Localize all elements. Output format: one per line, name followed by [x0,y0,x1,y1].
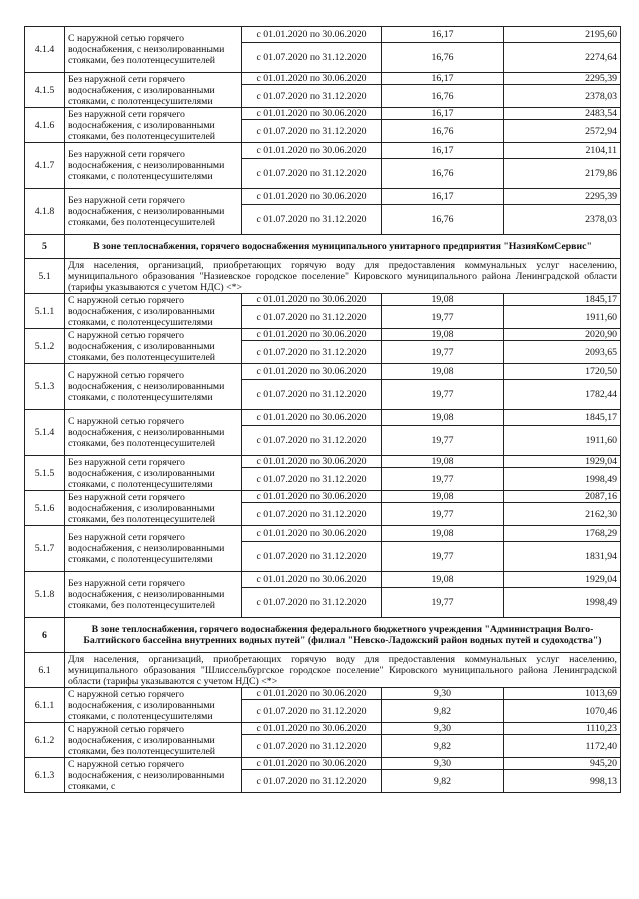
consumption-norm: 9,30 [382,758,504,770]
item-number: 5.1.6 [25,491,65,526]
item-description: С наружной сетью горячего водоснабжения, с неизолированными стояками, с [65,758,242,793]
table-row [25,143,621,159]
consumption-norm: 16,17 [382,108,504,120]
item-description: Без наружной сети горячего водоснабжения, с изолированными стояками, с полотенцесушителями [65,73,242,108]
consumption-norm: 16,76 [382,205,504,235]
item-description: С наружной сетью горячего водоснабжения, с неизолированными стояками, без полотенцесушителей [65,27,242,73]
item-number: 6.1.1 [25,688,65,723]
tariff-value: 1998,49 [504,468,621,491]
section-number: 5 [25,235,65,259]
table-row [25,572,621,588]
consumption-norm: 9,30 [382,723,504,735]
table-row [25,364,621,380]
table-row [25,27,621,43]
tariff-period: с 01.07.2020 по 31.12.2020 [242,85,382,108]
tariff-period: с 01.01.2020 по 30.06.2020 [242,364,382,380]
consumption-norm: 19,08 [382,456,504,468]
item-number: 4.1.7 [25,143,65,189]
consumption-norm: 9,82 [382,700,504,723]
item-number: 4.1.5 [25,73,65,108]
consumption-norm: 16,17 [382,73,504,85]
table-row [25,108,621,120]
consumption-norm: 16,76 [382,120,504,143]
consumption-norm: 19,77 [382,426,504,456]
tariff-period: с 01.01.2020 по 30.06.2020 [242,189,382,205]
item-number: 6.1.3 [25,758,65,793]
tariff-period: с 01.07.2020 по 31.12.2020 [242,770,382,793]
item-description: Без наружной сети горячего водоснабжения, с неизолированными стояками, с полотенцесушителями [65,143,242,189]
tariff-period: с 01.01.2020 по 30.06.2020 [242,108,382,120]
tariff-period: с 01.01.2020 по 30.06.2020 [242,143,382,159]
tariff-period: с 01.01.2020 по 30.06.2020 [242,688,382,700]
consumption-norm: 19,08 [382,491,504,503]
subsection-number: 6.1 [25,653,65,688]
tariff-value: 1782,44 [504,380,621,410]
item-number: 6.1.2 [25,723,65,758]
tariff-value: 1070,46 [504,700,621,723]
table-row [25,526,621,542]
tariff-value: 2572,94 [504,120,621,143]
table-row [25,491,621,503]
tariff-period: с 01.07.2020 по 31.12.2020 [242,380,382,410]
consumption-norm: 19,77 [382,380,504,410]
tariff-period: с 01.07.2020 по 31.12.2020 [242,120,382,143]
consumption-norm: 19,77 [382,341,504,364]
consumption-norm: 19,08 [382,364,504,380]
tariff-period: с 01.01.2020 по 30.06.2020 [242,572,382,588]
table-row [25,73,621,85]
subsection-number: 5.1 [25,259,65,294]
item-number: 5.1.3 [25,364,65,410]
tariff-value: 2295,39 [504,189,621,205]
tariff-value: 1831,94 [504,542,621,572]
tariff-period: с 01.07.2020 по 31.12.2020 [242,205,382,235]
tariff-value: 2104,11 [504,143,621,159]
tariff-value: 1013,69 [504,688,621,700]
consumption-norm: 16,76 [382,43,504,73]
item-description: Без наружной сети горячего водоснабжения, с изолированными стояками, без полотенцесушителей [65,108,242,143]
tariff-value: 2378,03 [504,85,621,108]
tariff-period: с 01.07.2020 по 31.12.2020 [242,426,382,456]
section-row [25,618,621,653]
tariff-value: 2179,86 [504,159,621,189]
subsection-row [25,653,621,688]
tariff-period: с 01.01.2020 по 30.06.2020 [242,723,382,735]
tariff-period: с 01.07.2020 по 31.12.2020 [242,503,382,526]
tariff-period: с 01.01.2020 по 30.06.2020 [242,27,382,43]
tariff-period: с 01.01.2020 по 30.06.2020 [242,410,382,426]
tariff-value: 1998,49 [504,588,621,618]
tariff-value: 2093,65 [504,341,621,364]
subsection-row [25,259,621,294]
tariff-period: с 01.07.2020 по 31.12.2020 [242,542,382,572]
tariff-period: с 01.07.2020 по 31.12.2020 [242,735,382,758]
subsection-description: Для населения, организаций, приобретающих горячую воду для предоставления коммунальных услуг населению, муниципального образования "Шлиссельбургское городское поселение" Кировского муниципального района Ленинградской области (тарифы указываются с учетом НДС) <*> [65,653,621,688]
tariff-value: 1911,60 [504,426,621,456]
consumption-norm: 16,76 [382,85,504,108]
table-row [25,688,621,700]
tariff-period: с 01.07.2020 по 31.12.2020 [242,306,382,329]
section-title: В зоне теплоснабжения, горячего водоснабжения федерального бюджетного учреждения "Администрация Волго-Балтийского бассейна внутренних водных путей" (филиал "Невско-Ладожский район водных путей и судоходства") [65,618,621,653]
tariff-value: 2378,03 [504,205,621,235]
item-description: С наружной сетью горячего водоснабжения, с изолированными стояками, без полотенцесушителей [65,723,242,758]
tariff-period: с 01.01.2020 по 30.06.2020 [242,456,382,468]
item-number: 5.1.2 [25,329,65,364]
item-description: С наружной сетью горячего водоснабжения, с изолированными стояками, с полотенцесушителями [65,688,242,723]
item-description: Без наружной сети горячего водоснабжения, с изолированными стояками, с полотенцесушителями [65,456,242,491]
tariff-period: с 01.07.2020 по 31.12.2020 [242,341,382,364]
item-description: Без наружной сети горячего водоснабжения, с изолированными стояками, без полотенцесушителей [65,491,242,526]
consumption-norm: 19,77 [382,468,504,491]
table-row [25,329,621,341]
tariff-period: с 01.01.2020 по 30.06.2020 [242,294,382,306]
section-number: 6 [25,618,65,653]
tariff-value: 1768,29 [504,526,621,542]
table-row [25,410,621,426]
item-number: 4.1.8 [25,189,65,235]
consumption-norm: 19,77 [382,588,504,618]
tariff-value: 945,20 [504,758,621,770]
tariff-value: 1720,50 [504,364,621,380]
tariff-period: с 01.07.2020 по 31.12.2020 [242,588,382,618]
tariff-value: 2087,16 [504,491,621,503]
item-description: С наружной сетью горячего водоснабжения, с неизолированными стояками, с полотенцесушителями [65,364,242,410]
item-number: 5.1.5 [25,456,65,491]
item-description: С наружной сетью горячего водоснабжения, с изолированными стояками, с полотенцесушителями [65,294,242,329]
item-number: 4.1.4 [25,27,65,73]
table-row [25,456,621,468]
tariff-value: 2162,30 [504,503,621,526]
consumption-norm: 16,17 [382,189,504,205]
tariff-period: с 01.01.2020 по 30.06.2020 [242,329,382,341]
table-row [25,723,621,735]
tariff-table [24,26,621,793]
tariff-value: 2195,60 [504,27,621,43]
consumption-norm: 9,82 [382,770,504,793]
item-description: С наружной сетью горячего водоснабжения, с изолированными стояками, без полотенцесушителей [65,329,242,364]
consumption-norm: 19,08 [382,294,504,306]
consumption-norm: 19,08 [382,526,504,542]
tariff-value: 2295,39 [504,73,621,85]
table-row [25,294,621,306]
consumption-norm: 19,77 [382,542,504,572]
tariff-period: с 01.07.2020 по 31.12.2020 [242,43,382,73]
tariff-table-body [25,27,621,793]
section-title: В зоне теплоснабжения, горячего водоснабжения муниципального унитарного предприятия "НазияКомСервис" [65,235,621,259]
consumption-norm: 16,76 [382,159,504,189]
tariff-value: 1845,17 [504,294,621,306]
tariff-value: 2274,64 [504,43,621,73]
tariff-value: 1110,23 [504,723,621,735]
tariff-period: с 01.07.2020 по 31.12.2020 [242,468,382,491]
consumption-norm: 19,08 [382,329,504,341]
tariff-value: 1911,60 [504,306,621,329]
consumption-norm: 19,77 [382,306,504,329]
table-row [25,189,621,205]
consumption-norm: 16,17 [382,143,504,159]
tariff-value: 1929,04 [504,456,621,468]
item-number: 5.1.1 [25,294,65,329]
consumption-norm: 16,17 [382,27,504,43]
consumption-norm: 19,08 [382,572,504,588]
item-number: 5.1.4 [25,410,65,456]
item-description: Без наружной сети горячего водоснабжения, с неизолированными стояками, без полотенцесушителей [65,572,242,618]
tariff-value: 2483,54 [504,108,621,120]
consumption-norm: 9,82 [382,735,504,758]
tariff-value: 998,13 [504,770,621,793]
item-description: Без наружной сети горячего водоснабжения, с неизолированными стояками, с полотенцесушителями [65,526,242,572]
item-number: 4.1.6 [25,108,65,143]
tariff-period: с 01.01.2020 по 30.06.2020 [242,526,382,542]
item-number: 5.1.8 [25,572,65,618]
tariff-value: 1929,04 [504,572,621,588]
item-number: 5.1.7 [25,526,65,572]
subsection-description: Для населения, организаций, приобретающих горячую воду для предоставления коммунальных услуг населению, муниципального образования "Назиевское городское поселение" Кировского муниципального района Ленинградской области (тарифы указываются с учетом НДС) <*> [65,259,621,294]
tariff-value: 1845,17 [504,410,621,426]
consumption-norm: 19,08 [382,410,504,426]
consumption-norm: 19,77 [382,503,504,526]
table-row [25,758,621,770]
item-description: Без наружной сети горячего водоснабжения, с неизолированными стояками, без полотенцесушителей [65,189,242,235]
tariff-period: с 01.07.2020 по 31.12.2020 [242,700,382,723]
item-description: С наружной сетью горячего водоснабжения, с неизолированными стояками, без полотенцесушителей [65,410,242,456]
tariff-period: с 01.01.2020 по 30.06.2020 [242,73,382,85]
tariff-period: с 01.07.2020 по 31.12.2020 [242,159,382,189]
section-row [25,235,621,259]
tariff-value: 2020,90 [504,329,621,341]
tariff-period: с 01.01.2020 по 30.06.2020 [242,758,382,770]
tariff-period: с 01.01.2020 по 30.06.2020 [242,491,382,503]
consumption-norm: 9,30 [382,688,504,700]
tariff-value: 1172,40 [504,735,621,758]
